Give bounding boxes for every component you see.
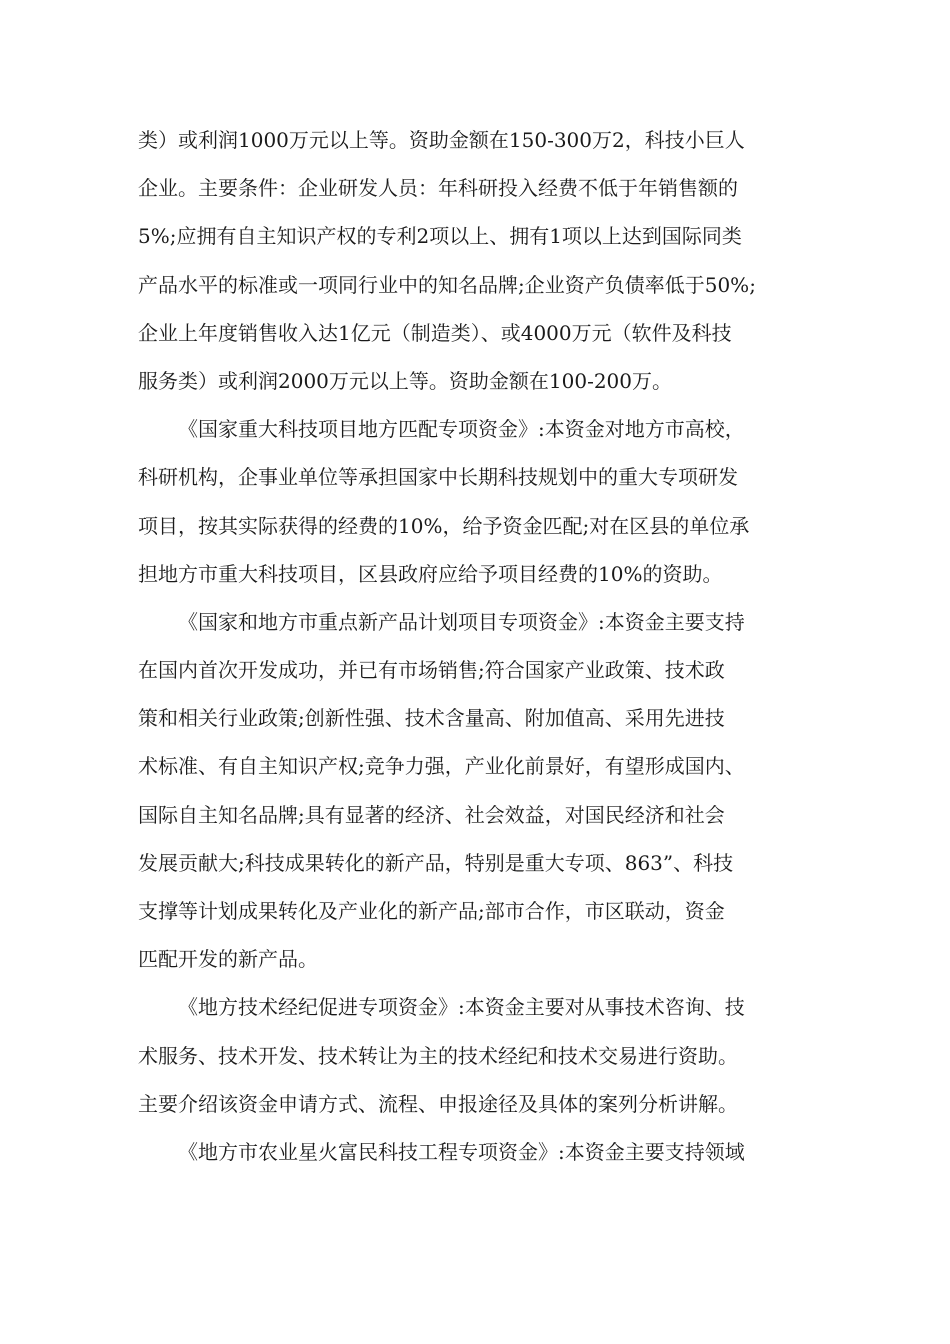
- text-line: 《国家和地方市重点新产品计划项目专项资金》:本资金主要支持: [178, 609, 745, 634]
- text-line: 策和相关行业政策;创新性强、技术含量高、附加值高、采用先进技: [138, 706, 725, 731]
- text-line: 支撑等计划成果转化及产业化的新产品;部市合作，市区联动，资金: [138, 899, 725, 923]
- text-line: 企业。主要条件：企业研发人员：年科研投入经费不低于年销售额的: [138, 176, 738, 201]
- text-line: 匹配开发的新产品。: [138, 947, 318, 972]
- text-line: 产品水平的标准或一项同行业中的知名品牌;企业资产负债率低于50%;: [138, 272, 756, 297]
- text-line: 在国内首次开发成功，并已有市场销售;符合国家产业政策、技术政: [138, 658, 725, 683]
- text-line: 企业上年度销售收入达1亿元（制造类）、或4000万元（软件及科技: [138, 320, 732, 345]
- body-text: [138, 116, 838, 1176]
- text-line: 科研机构，企事业单位等承担国家中长期科技规划中的重大专项研发: [138, 465, 738, 490]
- text-line: 《地方市农业星火富民科技工程专项资金》:本资金主要支持领域: [178, 1139, 745, 1164]
- text-line: 5%;应拥有自主知识产权的专利2项以上、拥有1项以上达到国际同类: [138, 224, 742, 249]
- text-line: 担地方市重大科技项目，区县政府应给予项目经费的10%的资助。: [138, 561, 723, 586]
- text-line: 术标准、有自主知识产权;竞争力强，产业化前景好，有望形成国内、: [138, 754, 745, 779]
- text-line: 术服务、技术开发、技术转让为主的技术经纪和技术交易进行资助。: [138, 1043, 738, 1068]
- text-line: 《地方技术经纪促进专项资金》:本资金主要对从事技术咨询、技: [178, 995, 745, 1020]
- text-line: 类）或利润1000万元以上等。资助金额在150-300万2，科技小巨人: [138, 128, 745, 152]
- text-line: 国际自主知名品牌;具有显著的经济、社会效益，对国民经济和社会: [138, 802, 725, 827]
- text-line: 服务类）或利润2000万元以上等。资助金额在100-200万。: [138, 368, 673, 393]
- text-line: 发展贡献大;科技成果转化的新产品，特别是重大专项、863”、科技: [138, 850, 734, 875]
- text-line: 《国家重大科技项目地方匹配专项资金》:本资金对地方市高校，: [178, 417, 745, 442]
- text-line: 项目，按其实际获得的经费的10%，给予资金匹配;对在区县的单位承: [138, 513, 750, 538]
- text-line: 主要介绍该资金申请方式、流程、申报途径及具体的案列分析讲解。: [138, 1091, 738, 1116]
